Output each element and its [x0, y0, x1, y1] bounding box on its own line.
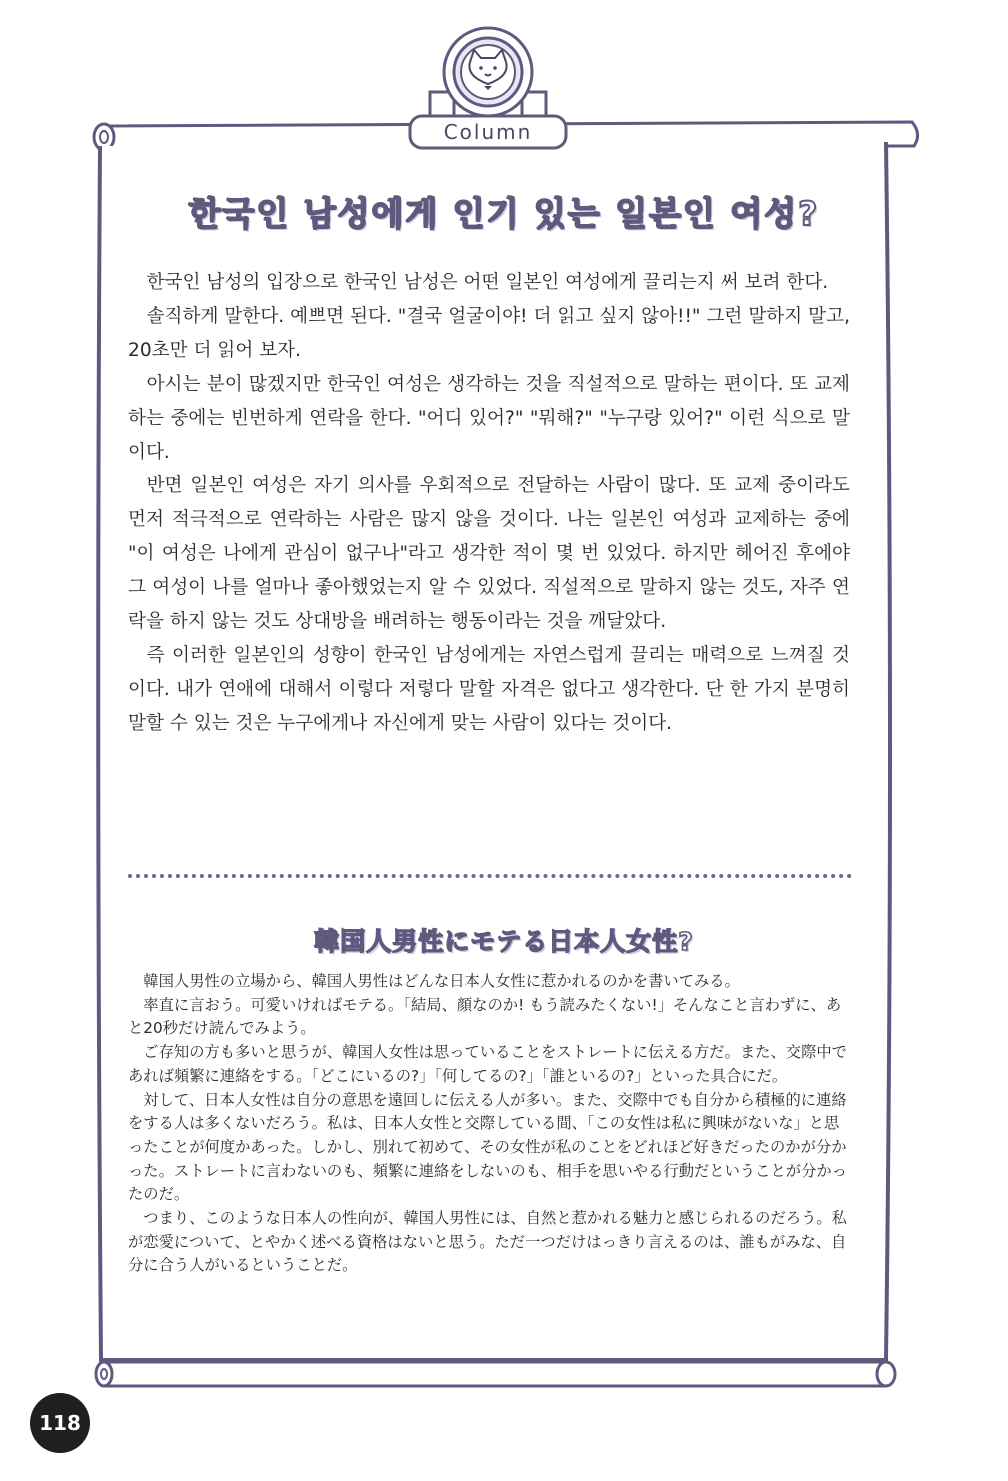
korean-paragraph: 아시는 분이 많겠지만 한국인 여성은 생각하는 것을 직설적으로 말하는 편이다. 또 교제하는 중에는 빈번하게 연락을 한다. "어디 있어?" "뭐해?" "누구랑 있어?" 이런 식으로 말이다.	[128, 373, 850, 463]
japanese-paragraph: 韓国人男性の立場から、韓国人男性はどんな日本人女性に惹かれるのかを書いてみる。	[143, 972, 740, 990]
column-label: Column	[443, 120, 533, 144]
korean-paragraph: 솔직하게 말한다. 예쁘면 된다. "결국 얼굴이야! 더 읽고 싶지 않아!!" 그런 말하지 말고, 20초만 더 읽어 보자.	[128, 305, 850, 361]
korean-title: 한국인 남성에게 인기 있는 일본인 여성?	[188, 194, 820, 233]
korean-paragraph: 즉 이러한 일본인의 성향이 한국인 남성에게는 자연스럽게 끌리는 매력으로 느껴질 것이다. 내가 연애에 대해서 이렇다 저렇다 말할 자격은 없다고 생각한다. 단 한 가지 분명히 말할 수 있는 것은 누구에게나 자신에게 맞는 사람이 있다는 것이다.	[128, 644, 850, 734]
japanese-paragraph: 率直に言おう。可愛いければモテる。「結局、顔なのか! もう読みたくない!」そんなこと言わずに、あと20秒だけ読んでみよう。	[128, 995, 842, 1038]
japanese-paragraph: ご存知の方も多いと思うが、韓国人女性は思っていることをストレートに伝える方だ。また、交際中であれば頻繁に連絡をする。「どこにいるの?」「何してるの?」「誰といるの?」といった具合にだ。	[128, 1043, 847, 1085]
bottom-scroll-roll	[96, 1362, 895, 1386]
korean-paragraph: 한국인 남성의 입장으로 한국인 남성은 어떤 일본인 여성에게 끌리는지 써 보려 한다.	[146, 272, 829, 293]
japanese-body	[128, 970, 850, 1278]
japanese-paragraph: 対して、日本人女性は自分の意思を遠回しに伝える人が多い。また、交際中でも自分から積極的に連絡をする人は多くないだろう。私は、日本人女性と交際している間、「この女性は私に興味がないな」と思ったことが何度かあった。しかし、別れて初めて、その女性が私のことをどれほど好きだったのかが分かった。ストレートに言わないのも、頻繁に連絡をしないのも、相手を思いやる行動だということが分かったのだ。	[128, 1090, 847, 1204]
korean-body	[128, 266, 850, 741]
japanese-title: 韓国人男性にモテる日本人女性?	[314, 927, 694, 956]
korean-paragraph: 반면 일본인 여성은 자기 의사를 우회적으로 전달하는 사람이 많다. 또 교제 중이라도 먼저 적극적으로 연락하는 사람은 많지 않을 것이다. 나는 일본인 여성과 교제하는 중에 "이 여성은 나에게 관심이 없구나"라고 생각한 적이 몇 번 있었다. 하지만 헤어진 후에야 그 여성이 나를 얼마나 좋아했었는지 알 수 있었다. 직설적으로 말하지 않는 것도, 자주 연락을 하지 않는 것도 상대방을 배려하는 행동이라는 것을 깨달았다.	[128, 475, 850, 633]
japanese-paragraph: つまり、このような日本人の性向が、韓国人男性には、自然と惹かれる魅力と感じられるのだろう。私が恋愛について、とやかく述べる資格はないと思う。ただ一つだけはっきり言えるのは、誰もがみな、自分に合う人がいるということだ。	[128, 1209, 847, 1275]
section-divider	[128, 874, 852, 878]
page-number-badge: 118	[30, 1393, 90, 1453]
